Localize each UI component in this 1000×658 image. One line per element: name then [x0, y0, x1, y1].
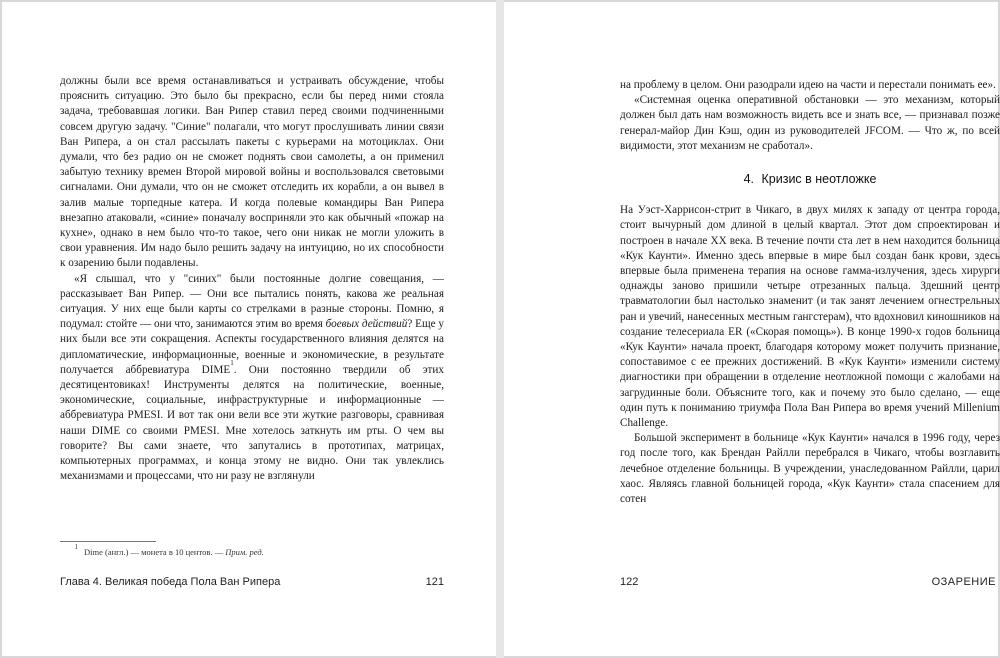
footnote-marker[interactable]: 1 [230, 358, 234, 367]
page-number: 122 [620, 576, 639, 588]
footnote-note: Прим. ред. [225, 547, 264, 557]
footnote-divider [60, 541, 156, 542]
body-paragraph: На Уэст-Харрисон-стрит в Чикаго, в двух милях к западу от центра города, стоит вычурный дом длиной в целый квартал. Этот дом спроектирован и построен в начале XX века. В течение почти ста лет в нем находится больница «Кук Каунти». Именно здесь впервые в мире был создан банк крови, здесь впервые была применена терапия на основе гамма-излучения, здесь хирурги однажды заново пришили четыре отрезанных пальца. Здешний центр травматологии был настолько знаменит (и так занят лечением огнестрельных ран и увечий, нанесенных местным гангстерам), что вдохновил киношников на создание телесериала ER («Скорая помощь»). В конце 1990-х годов больница «Кук Каунти» начала проект, благодаря которому может получить признание, сопоставимое с ее прежних достижений. В «Кук Каунти» изменили систему диагностики при обращении в отделение неотложной помощи с жалобами на загрудинные боли. Объясните того, как и почему это было сделано, — еще один путь к пониманию триумфа Пола Ван Рипера во время учений Millenium Challenge. [620, 204, 1000, 430]
footnote: 1 Dime (англ.) — монета в 10 центов. — Прим. ред. [74, 543, 264, 557]
section-number: 4. [743, 172, 755, 187]
paragraph-text: «Я слышал, что у "синих" были постоянные долгие совещания, — рассказывает Ван Рипер. — Они все пытались понять, какова же реальная ситуация. У них еще были карты со стрелками в разные стороны. Помню, я подумал: стойте — они что, занимаются этим во время [60, 272, 444, 331]
quote-continuation: на проблему в целом. Они разодрали идею на части и перестали понимать ее». [620, 79, 996, 91]
running-title: ОЗАРЕНИЕ [931, 576, 996, 588]
section-title: Кризис в неотложке [761, 172, 877, 187]
left-page [2, 2, 496, 656]
quote-paragraph: «Системная оценка оперативной обстановки — это механизм, который должен был дать нам возможность видеть все и знать все, — признавал позже генерал-майор Дин Кэш, один из руководителей JFCOM. — Что ж, по всей видимости, этот механизм не сработал». [620, 94, 1000, 152]
right-page-body [620, 78, 1000, 507]
section-heading [620, 172, 1000, 187]
body-paragraph [60, 272, 444, 485]
footnote-text: Dime (англ.) — монета в 10 центов. — [84, 547, 224, 557]
paragraph-text: . Они постоянно твердили об этих десятицентовиках! Инструменты делятся на политические, военные, экономические, социальные, инфраструктурные и информационные — аббревиатура PMESI. И вот так они вели все эти жуткие разговоры, сравнивая наши DIME со своими PMESI. Мне хотелось заткнуть им рты. О чем вы говорите? Вы сами знаете, что запутались в прототипах, матрицах, компьютерных программах, и конца этому не видно. Они так увлеклись механизмами и процессами, что ни разу не взглянули [60, 363, 444, 483]
page-number: 121 [425, 576, 444, 588]
book-gutter [496, 0, 504, 658]
body-paragraph: должны были все время останавливаться и устраивать обсуждение, чтобы прояснить ситуацию. Это было бы прекрасно, если бы перед ними стояла задача, требовавшая логики. Ван Рипер ставил перед своими подчиненными совсем другую задачу. "Синие" полагали, что могут прослушивать линии связи Ван Рипера, а он стал рассылать пакеты с курьерами на мотоциклах. Они думали, что без радио он не сможет поднять свои самолеты, а он применил забытую технику времен Второй мировой войны и воспользовался световыми сигналами. Они думали, что он не сможет отследить их корабли, а он вывел в залив малые торпедные катера. И когда полевые командиры Ван Рипера внезапно атаковали, «синие» поначалу восприняли это как обычный «пожар на кухне», однако в нем было что-то такое, чего они никак не могли уложить в свои уравнения. Им надо было решить задачу на интуицию, но их способности к озарению были подавлены. [60, 75, 444, 270]
chapter-footer: Глава 4. Великая победа Пола Ван Рипера [60, 576, 281, 588]
right-page [504, 2, 998, 656]
paragraph-text: ? Еще у них были все эти сокращения. Аспекты государственного влияния делятся на дипломатические, информационные, военные и экономические, в результате получается аббревиатура DIME [60, 318, 444, 376]
body-paragraph: Большой эксперимент в больнице «Кук Каунти» начался в 1996 году, через год после того, как Брендан Райлли перебрался в Чикаго, чтобы возглавить лечебное отделение больницы. В учреждении, унаследованном Райлли, царил хаос. Являясь главной больницей города, «Кук Каунти» стала спасением для сотен [620, 432, 1000, 506]
left-page-body [60, 74, 444, 484]
italic-phrase: боевых действий [325, 318, 408, 331]
